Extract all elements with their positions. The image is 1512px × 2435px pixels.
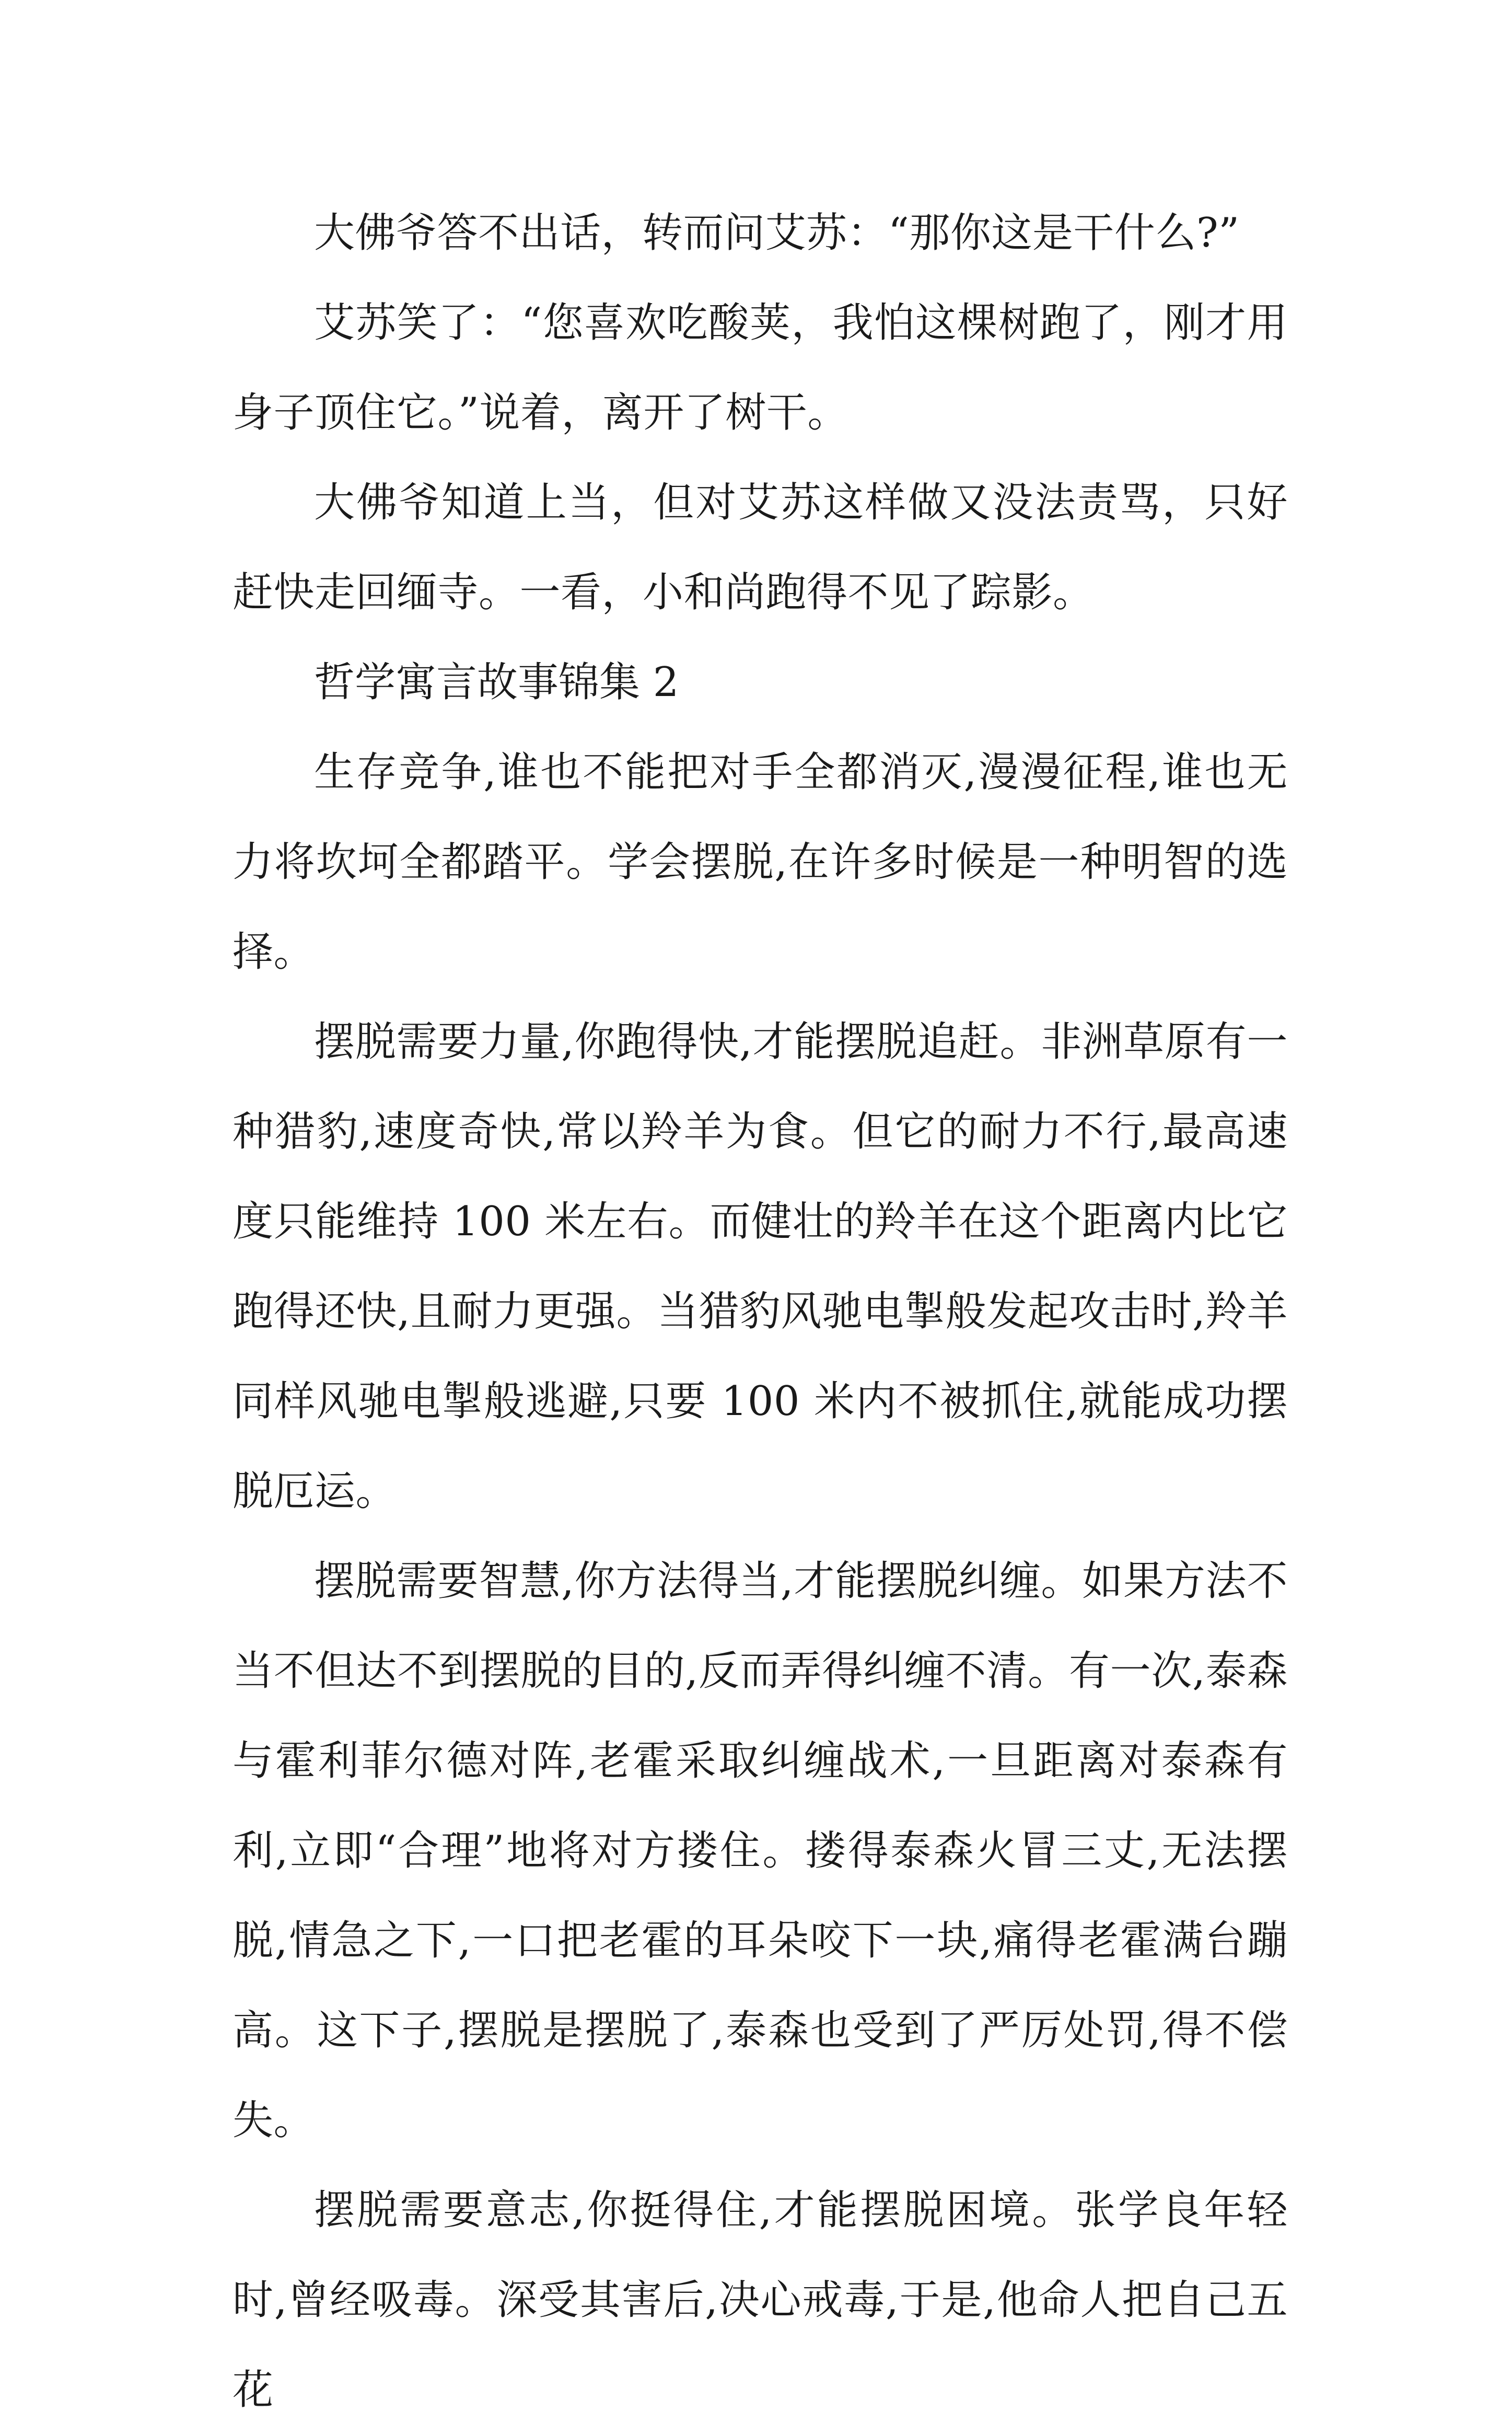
paragraph: 艾苏笑了：“您喜欢吃酸荚，我怕这棵树跑了，刚才用身子顶住它。”说着，离开了树干。 [232,299,1288,436]
paragraph: 生存竞争,谁也不能把对手全都消灭,漫漫征程,谁也无力将坎坷全都踏平。学会摆脱,在许多时候是一种明智的选择。 [232,749,1288,976]
document-body [232,188,1288,2435]
paragraph: 摆脱需要意志,你挺得住,才能摆脱困境。张学良年轻时,曾经吸毒。深受其害后,决心戒毒,于是,他命人把自己五花 [232,2187,1288,2414]
section-heading: 哲学寓言故事锦集 2 [314,659,679,706]
paragraph: 摆脱需要力量,你跑得快,才能摆脱追赶。非洲草原有一种猎豹,速度奇快,常以羚羊为食。但它的耐力不行,最高速度只能维持 100 米左右。而健壮的羚羊在这个距离内比它跑得还快,且耐力更强。当猎豹风驰电掣般发起攻击时,羚羊同样风驰电掣般逃避,只要 100 米内不被抓住,就能成功摆脱厄运。 [232,1018,1288,1515]
paragraph: 大佛爷知道上当，但对艾苏这样做又没法责骂，只好赶快走回缅寺。一看，小和尚跑得不见了踪影。 [232,479,1288,616]
paragraph: 大佛爷答不出话，转而问艾苏：“那你这是干什么?” [314,210,1240,257]
paragraph: 摆脱需要智慧,你方法得当,才能摆脱纠缠。如果方法不当不但达不到摆脱的目的,反而弄得纠缠不清。有一次,泰森与霍利菲尔德对阵,老霍采取纠缠战术,一旦距离对泰森有利,立即“合理”地将对方搂住。搂得泰森火冒三丈,无法摆脱,情急之下,一口把老霍的耳朵咬下一块,痛得老霍满台蹦高。这下子,摆脱是摆脱了,泰森也受到了严厉处罚,得不偿失。 [232,1558,1288,2144]
